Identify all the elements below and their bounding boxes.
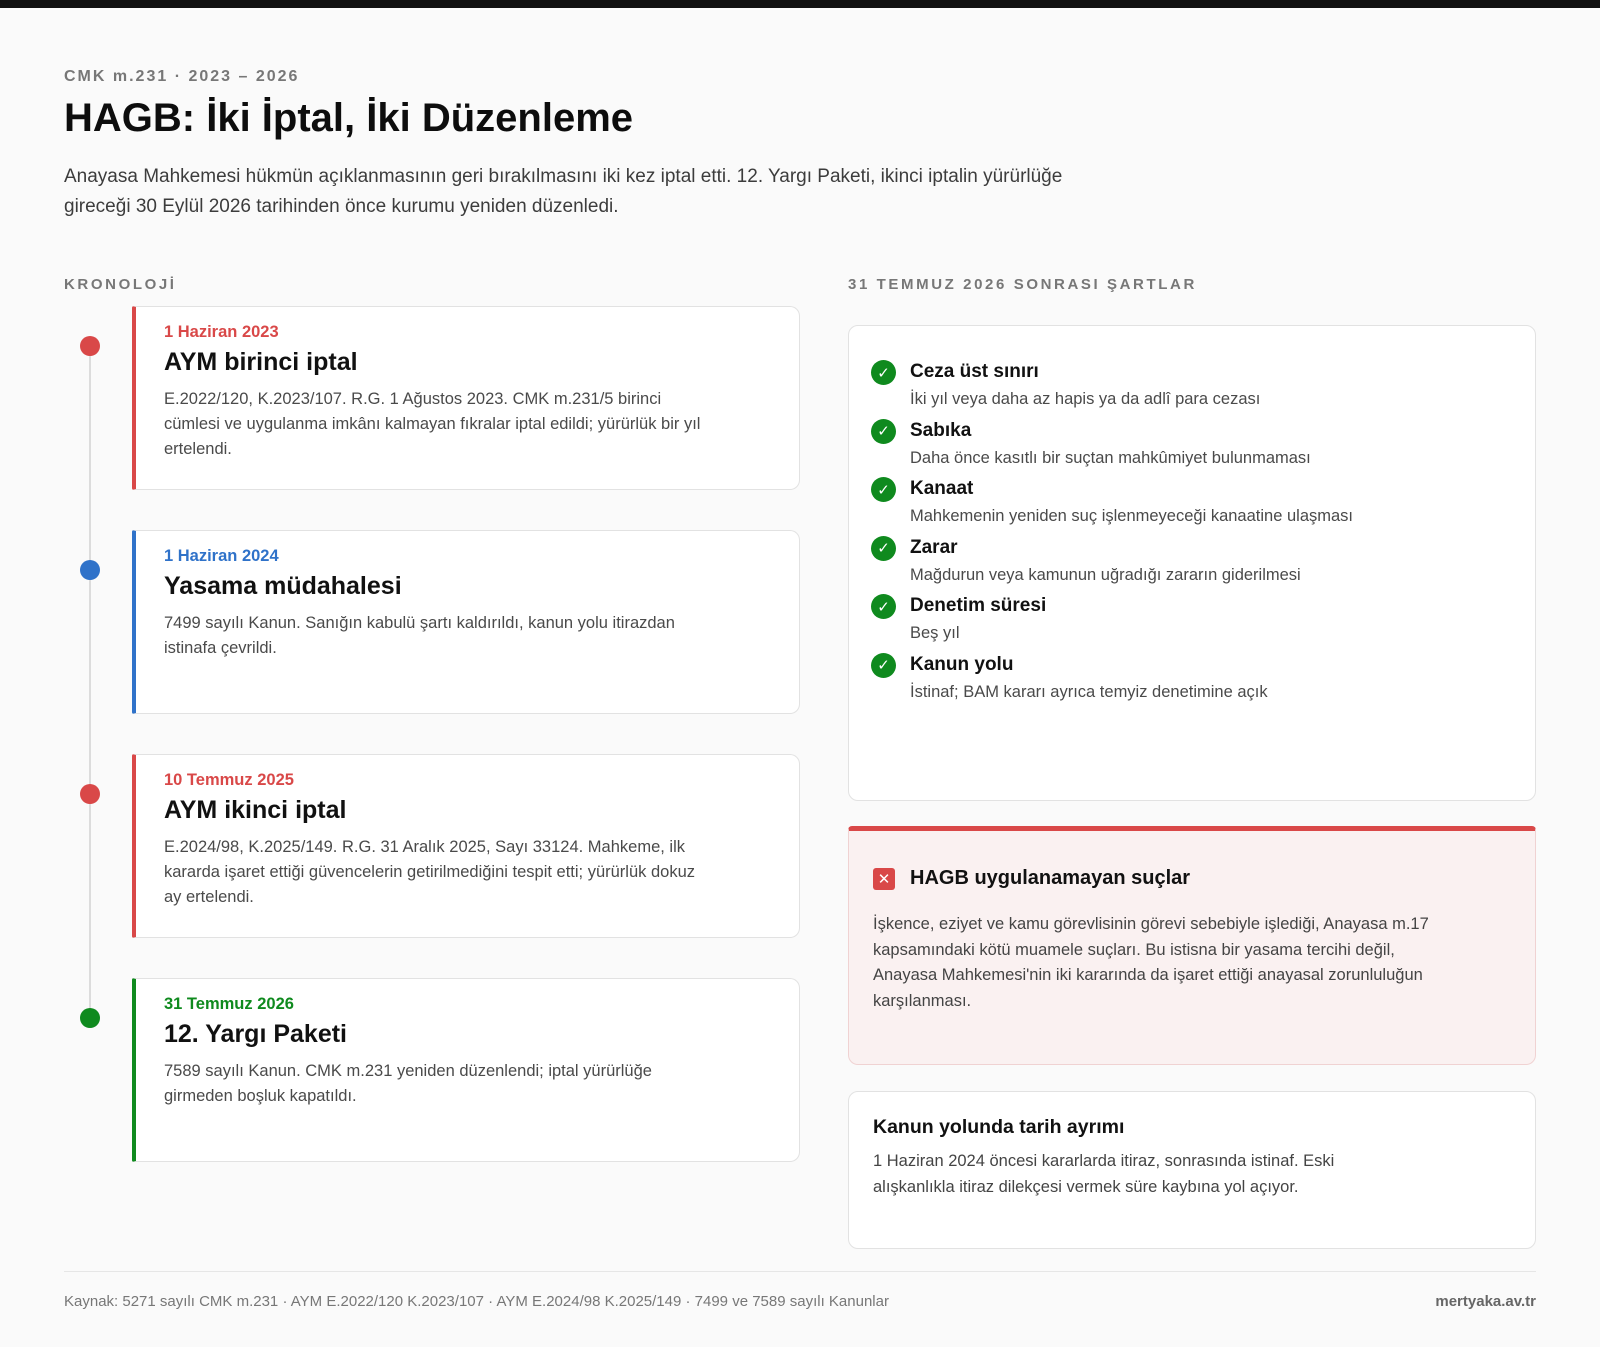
condition-description: Daha önce kasıtlı bir suçtan mahkûmiyet bulunmaması: [910, 448, 1311, 467]
condition-description: Mağdurun veya kamunun uğradığı zararın giderilmesi: [910, 565, 1301, 584]
condition-item: [871, 419, 1513, 478]
timeline-card: [132, 530, 800, 714]
condition-description: Beş yıl: [910, 624, 960, 643]
timeline-title: 12. Yargı Paketi: [164, 1020, 347, 1048]
check-circle-icon: ✓: [871, 536, 896, 561]
condition-description: İstinaf; BAM kararı ayrıca temyiz denetimine açık: [910, 682, 1268, 701]
timeline-dot: [80, 1008, 100, 1028]
exclusions-panel: [848, 826, 1536, 1065]
timeline-card: [132, 978, 800, 1162]
condition-title: Denetim süresi: [910, 595, 1047, 617]
top-bar: [0, 0, 1600, 8]
footer-site-link[interactable]: mertyaka.av.tr: [1435, 1293, 1536, 1310]
footer-divider: [64, 1271, 1536, 1272]
timeline-title: AYM ikinci iptal: [164, 796, 347, 824]
timeline-description: E.2022/120, K.2023/107. R.G. 1 Ağustos 2023. CMK m.231/5 birinci cümlesi ve uygulanma imkânı kalmayan fıkralar iptal edildi; yürürlük bir yıl ertelendi.: [164, 390, 701, 458]
timeline-description: 7499 sayılı Kanun. Sanığın kabulü şartı kaldırıldı, kanun yolu itirazdan istinafa çevrildi.: [164, 614, 675, 657]
exclusions-header: [873, 867, 1511, 890]
condition-item: [871, 594, 1513, 653]
footer-source: Kaynak: 5271 sayılı CMK m.231 · AYM E.2022/120 K.2023/107 · AYM E.2024/98 K.2025/149 · 7499 ve 7589 sayılı Kanunlar: [64, 1293, 889, 1310]
lead-paragraph: Anayasa Mahkemesi hükmün açıklanmasının geri bırakılmasını iki kez iptal etti. 12. Yargı Paketi, ikinci iptalin yürürlüğe gireceği 30 Eylül 2026 tarihinden önce kurumu yeniden düzenledi.: [64, 166, 1063, 217]
condition-description: İki yıl veya daha az hapis ya da adlî para cezası: [910, 390, 1261, 408]
condition-description: Mahkemenin yeniden suç işlenmeyeceği kanaatine ulaşması: [910, 507, 1353, 526]
timeline-dot: [80, 784, 100, 804]
timeline-line: [89, 345, 91, 1020]
check-circle-icon: ✓: [871, 419, 896, 444]
check-circle-icon: ✓: [871, 360, 896, 385]
timeline-card: [132, 754, 800, 938]
timeline-date: 10 Temmuz 2025: [164, 771, 294, 789]
condition-title: Zarar: [910, 536, 958, 558]
condition-item: [871, 477, 1513, 536]
note-panel: [848, 1091, 1536, 1249]
conditions-panel: [848, 325, 1536, 801]
timeline-card: [132, 306, 800, 490]
check-circle-icon: ✓: [871, 653, 896, 678]
timeline-title: AYM birinci iptal: [164, 348, 358, 376]
eyebrow: CMK m.231 · 2023 – 2026: [64, 68, 300, 85]
condition-item: [871, 653, 1513, 712]
timeline-date: 1 Haziran 2023: [164, 323, 279, 341]
conditions-label: 31 TEMMUZ 2026 SONRASI ŞARTLAR: [848, 276, 1197, 293]
timeline-date: 31 Temmuz 2026: [164, 995, 294, 1013]
exclusions-text: İşkence, eziyet ve kamu görevlisinin görevi sebebiyle işlediği, Anayasa m.17 kapsamındaki kötü muamele suçları. Bu istisna bir yasama tercihi değil, Anayasa Mahkemesi'nin iki kararında da işaret ettiği anayasal zorunluluğun karşılanması.: [873, 915, 1429, 1010]
timeline-description: E.2024/98, K.2025/149. R.G. 31 Aralık 2025, Sayı 33124. Mahkeme, ilk kararda işaret ettiği güvencelerin getirilmediğini tespit etti; yürürlük dokuz ay ertelendi.: [164, 838, 696, 906]
check-circle-icon: ✓: [871, 477, 896, 502]
condition-item: [871, 360, 1513, 419]
note-text: 1 Haziran 2024 öncesi kararlarda itiraz, sonrasında istinaf. Eski alışkanlıkla itiraz dilekçesi vermek süre kaybına yol açıyor.: [873, 1152, 1335, 1196]
close-square-icon: ✕: [873, 868, 895, 890]
timeline-dot: [80, 560, 100, 580]
condition-item: [871, 536, 1513, 595]
timeline-label: KRONOLOJİ: [64, 276, 177, 293]
condition-title: Ceza üst sınırı: [910, 361, 1039, 382]
timeline-date: 1 Haziran 2024: [164, 547, 279, 565]
timeline-dot: [80, 336, 100, 356]
exclusions-title: HAGB uygulanamayan suçlar: [910, 867, 1191, 889]
timeline-description: 7589 sayılı Kanun. CMK m.231 yeniden düzenlendi; iptal yürürlüğe girmeden boşluk kapatıldı.: [164, 1062, 652, 1105]
condition-title: Sabıka: [910, 419, 972, 441]
check-circle-icon: ✓: [871, 594, 896, 619]
note-title: Kanun yolunda tarih ayrımı: [873, 1116, 1125, 1138]
timeline-title: Yasama müdahalesi: [164, 572, 402, 600]
page-title: HAGB: İki İptal, İki Düzenleme: [64, 96, 634, 140]
condition-title: Kanun yolu: [910, 653, 1014, 675]
condition-title: Kanaat: [910, 478, 974, 500]
